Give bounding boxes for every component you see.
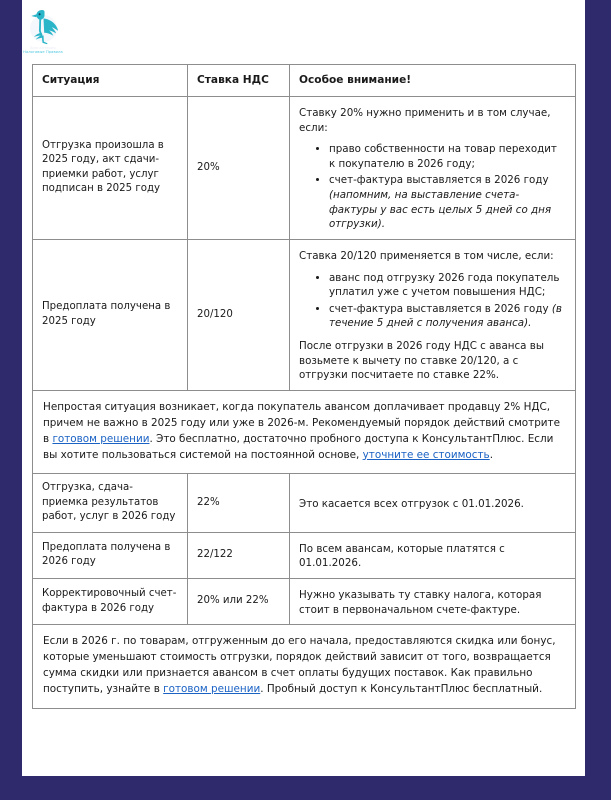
cell-attention: По всем авансам, которые платятся с 01.01.2026. xyxy=(290,532,576,578)
cell-rate: 20% xyxy=(188,97,290,240)
cell-rate: 22% xyxy=(188,474,290,532)
list-item xyxy=(329,271,566,300)
table-row-fullnote xyxy=(33,390,576,474)
bullet-text: аванс под отгрузку 2026 года покупатель уплатил уже с учетом повышения НДС; xyxy=(329,271,560,299)
table-row-fullnote xyxy=(33,625,576,709)
column-header-situation: Ситуация xyxy=(33,65,188,97)
document-page xyxy=(22,0,585,776)
logo-caption-line2: Налоговые Правила xyxy=(23,49,63,54)
cell-situation: Отгрузка, сдача-приемка результатов работ, услуг в 2026 году xyxy=(33,474,188,532)
site-logo xyxy=(8,6,78,64)
bullet-text: счет-фактура выставляется в 2026 году xyxy=(329,174,549,187)
bullet-text: право собственности на товар переходит к покупателю в 2026 году; xyxy=(329,143,557,170)
note-outro: После отгрузки в 2026 году НДС с аванса вы возьмете к вычету по ставке 20/120, а с отгрузки посчитаете по ставке 22%. xyxy=(299,339,544,382)
table-row xyxy=(33,579,576,625)
full-note-text-part3: . xyxy=(489,448,493,461)
bullet-text: счет-фактура выставляется в 2026 году xyxy=(329,302,552,315)
full-note-text-part1: Непростая ситуация возникает, когда покупатель авансом доплачивает продавцу 2% НДС, причем не важно в 2025 году или уже в 2026-м. Рекомендуемый порядок действий смотрите в xyxy=(43,400,560,445)
logo-caption xyxy=(8,47,78,55)
cell-attention: Нужно указывать ту ставку налога, которая стоит в первоначальном счете-фактуре. xyxy=(290,579,576,625)
heron-bird-icon xyxy=(17,6,69,46)
vat-rates-table xyxy=(32,64,576,709)
cell-rate: 20% или 22% xyxy=(188,579,290,625)
ready-solution-link[interactable]: готовом решении xyxy=(52,432,150,445)
cell-full-note-2 xyxy=(33,625,576,709)
cell-attention: Это касается всех отгрузок с 01.01.2026. xyxy=(290,474,576,532)
note-bullet-list xyxy=(299,142,566,232)
ready-solution-link-2[interactable]: готовом решении xyxy=(163,683,261,696)
full-note2-text-part1: Если в 2026 г. по товарам, отгруженным до его начала, предоставляются скидка или бонус, которые уменьшают стоимость отгрузки, порядок действий зависит от того, возвращается сумма скидки или признается авансом в счет оплаты будущих поставок. Как правильно поступить, узнайте в xyxy=(43,635,556,696)
bullet-italic-text: (напомним, на выставление счета-фактуры у вас есть целых 5 дней со дня отгрузки). xyxy=(329,189,552,231)
cell-situation: Корректировочный счет-фактура в 2026 году xyxy=(33,579,188,625)
list-item xyxy=(329,173,566,231)
bullet-italic-text: (в течение 5 дней с получения аванса). xyxy=(329,302,562,330)
cell-rate: 22/122 xyxy=(188,532,290,578)
cell-situation: Предоплата получена в 2025 году xyxy=(33,239,188,390)
cell-rate: 20/120 xyxy=(188,239,290,390)
cell-situation: Предоплата получена в 2026 году xyxy=(33,532,188,578)
logo-mark xyxy=(17,6,69,46)
note-intro: Ставку 20% нужно применить и в том случае, если: xyxy=(299,107,551,134)
cell-attention xyxy=(290,239,576,390)
table-row xyxy=(33,474,576,532)
table-row xyxy=(33,239,576,390)
full-note-text-part2: . Это бесплатно, достаточно пробного доступа к КонсультантПлюс. Если вы хотите пользоваться системой на постоянной основе, xyxy=(43,432,554,461)
list-item xyxy=(329,302,566,331)
price-inquiry-link[interactable]: уточните ее стоимость xyxy=(362,448,490,461)
table-header-row xyxy=(33,65,576,97)
list-item xyxy=(329,142,566,171)
table-row xyxy=(33,532,576,578)
vat-rates-table-wrapper xyxy=(32,64,575,709)
column-header-rate: Ставка НДС xyxy=(188,65,290,97)
note-intro: Ставка 20/120 применяется в том числе, если: xyxy=(299,249,554,262)
cell-full-note-1 xyxy=(33,390,576,474)
column-header-attention: Особое внимание! xyxy=(290,65,576,97)
cell-situation: Отгрузка произошла в 2025 году, акт сдачи-приемки работ, услуг подписан в 2025 году xyxy=(33,97,188,240)
table-row xyxy=(33,97,576,240)
cell-attention xyxy=(290,97,576,240)
note-bullet-list xyxy=(299,271,566,331)
full-note2-text-part2: . Пробный доступ к КонсультантПлюс бесплатный. xyxy=(260,683,543,696)
logo-caption-line1: Бухгалтерия xyxy=(30,46,56,50)
